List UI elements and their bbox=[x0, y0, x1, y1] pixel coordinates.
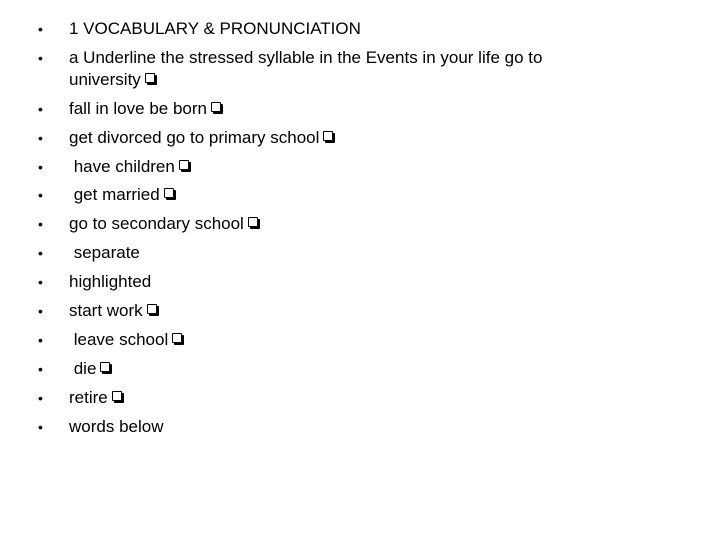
bullet-point: • bbox=[38, 360, 43, 377]
list-item-text: get married bbox=[69, 185, 160, 205]
bullet-list bbox=[38, 18, 638, 444]
list-item bbox=[38, 18, 638, 40]
list-item bbox=[38, 184, 638, 206]
list-item bbox=[38, 127, 638, 149]
checkbox-icon bbox=[112, 391, 122, 401]
list-item bbox=[38, 213, 638, 235]
checkbox-icon bbox=[211, 102, 221, 112]
list-item-text: 1 VOCABULARY & PRONUNCIATION bbox=[69, 19, 361, 38]
checkbox-icon bbox=[323, 131, 333, 141]
list-item-text: have children bbox=[69, 156, 175, 176]
list-item-text: words below bbox=[69, 416, 164, 436]
checkbox-icon bbox=[147, 304, 157, 314]
list-item-text: a Underline the stressed syllable in the Events in your life go to bbox=[69, 47, 543, 67]
list-item-text: separate bbox=[69, 243, 140, 263]
list-item bbox=[38, 387, 638, 409]
bullet-point: • bbox=[38, 100, 43, 117]
bullet-point: • bbox=[38, 303, 43, 320]
bullet-point: • bbox=[38, 245, 43, 262]
bullet-point: • bbox=[38, 216, 43, 233]
bullet-point: • bbox=[38, 389, 43, 406]
list-item bbox=[38, 358, 638, 380]
list-item bbox=[38, 98, 638, 120]
bullet-point: • bbox=[38, 418, 43, 435]
list-item bbox=[38, 156, 638, 178]
bullet-point: • bbox=[38, 187, 43, 204]
bullet-point: • bbox=[38, 274, 43, 291]
list-item-text: leave school bbox=[69, 329, 169, 349]
list-item bbox=[38, 242, 638, 264]
list-item-text: fall in love be born bbox=[69, 98, 207, 118]
list-item bbox=[38, 300, 638, 322]
list-item-text-continued bbox=[69, 69, 638, 91]
bullet-point: • bbox=[38, 129, 43, 146]
bullet-point: • bbox=[38, 21, 43, 37]
checkbox-icon bbox=[172, 333, 182, 343]
list-item-text: retire bbox=[69, 387, 108, 407]
list-item-text: start work bbox=[69, 301, 143, 321]
list-item bbox=[38, 271, 638, 293]
list-item-text-line2: university bbox=[69, 69, 141, 89]
list-item-text: go to secondary school bbox=[69, 214, 244, 234]
list-item-text: get divorced go to primary school bbox=[69, 127, 320, 147]
list-item bbox=[38, 329, 638, 351]
bullet-point: • bbox=[38, 49, 43, 66]
checkbox-icon bbox=[248, 217, 258, 227]
list-item bbox=[38, 416, 638, 438]
list-item bbox=[38, 47, 638, 91]
checkbox-icon bbox=[100, 362, 110, 372]
checkbox-icon bbox=[179, 160, 189, 170]
bullet-point: • bbox=[38, 158, 43, 175]
list-item-text: highlighted bbox=[69, 272, 152, 292]
bullet-point: • bbox=[38, 331, 43, 348]
checkbox-icon bbox=[145, 73, 155, 83]
list-item-text: die bbox=[69, 358, 97, 378]
checkbox-icon bbox=[164, 188, 174, 198]
